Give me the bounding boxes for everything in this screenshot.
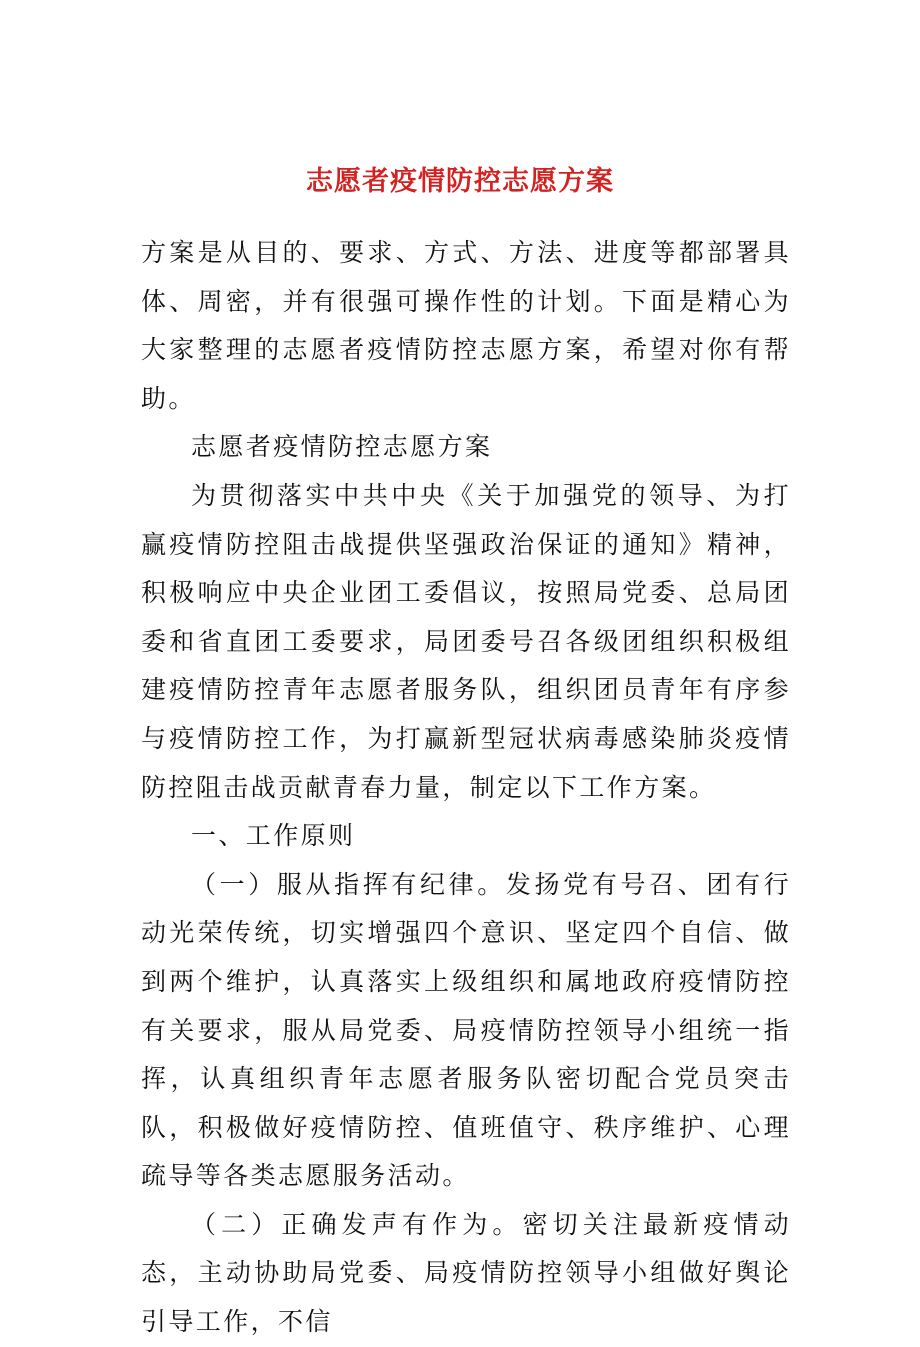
document-title: 志愿者疫情防控志愿方案	[306, 166, 614, 197]
principle-two-paragraph: （二）正确发声有作为。密切关注最新疫情动态，主动协助局党委、局疫情防控领导小组做好舆论引导工作，不信	[141, 1209, 791, 1337]
document-body	[141, 229, 791, 1347]
principle-one-paragraph: （一）服从指挥有纪律。发扬党有号召、团有行动光荣传统，切实增强四个意识、坚定四个自信、做到两个维护，认真落实上级组织和属地政府疫情防控有关要求，服从局党委、局疫情防控领导小组统一指挥，认真组织青年志愿者服务队密切配合党员突击队，积极做好疫情防控、值班值守、秩序维护、心理疏导等各类志愿服务活动。	[141, 869, 791, 1191]
intro-paragraph: 方案是从目的、要求、方式、方法、进度等都部署具体、周密，并有很强可操作性的计划。下面是精心为大家整理的志愿者疫情防控志愿方案，希望对你有帮助。	[141, 238, 791, 413]
background-paragraph: 为贯彻落实中共中央《关于加强党的领导、为打赢疫情防控阻击战提供坚强政治保证的通知》精神，积极响应中央企业团工委倡议，按照局党委、总局团委和省直团工委要求，局团委号召各级团组织积极组建疫情防控青年志愿者服务队，组织团员青年有序参与疫情防控工作，为打赢新型冠状病毒感染肺炎疫情防控阻击战贡献青春力量，制定以下工作方案。	[141, 480, 791, 802]
section-heading-principles: 一、工作原则	[191, 821, 356, 851]
subtitle-paragraph: 志愿者疫情防控志愿方案	[191, 432, 493, 462]
